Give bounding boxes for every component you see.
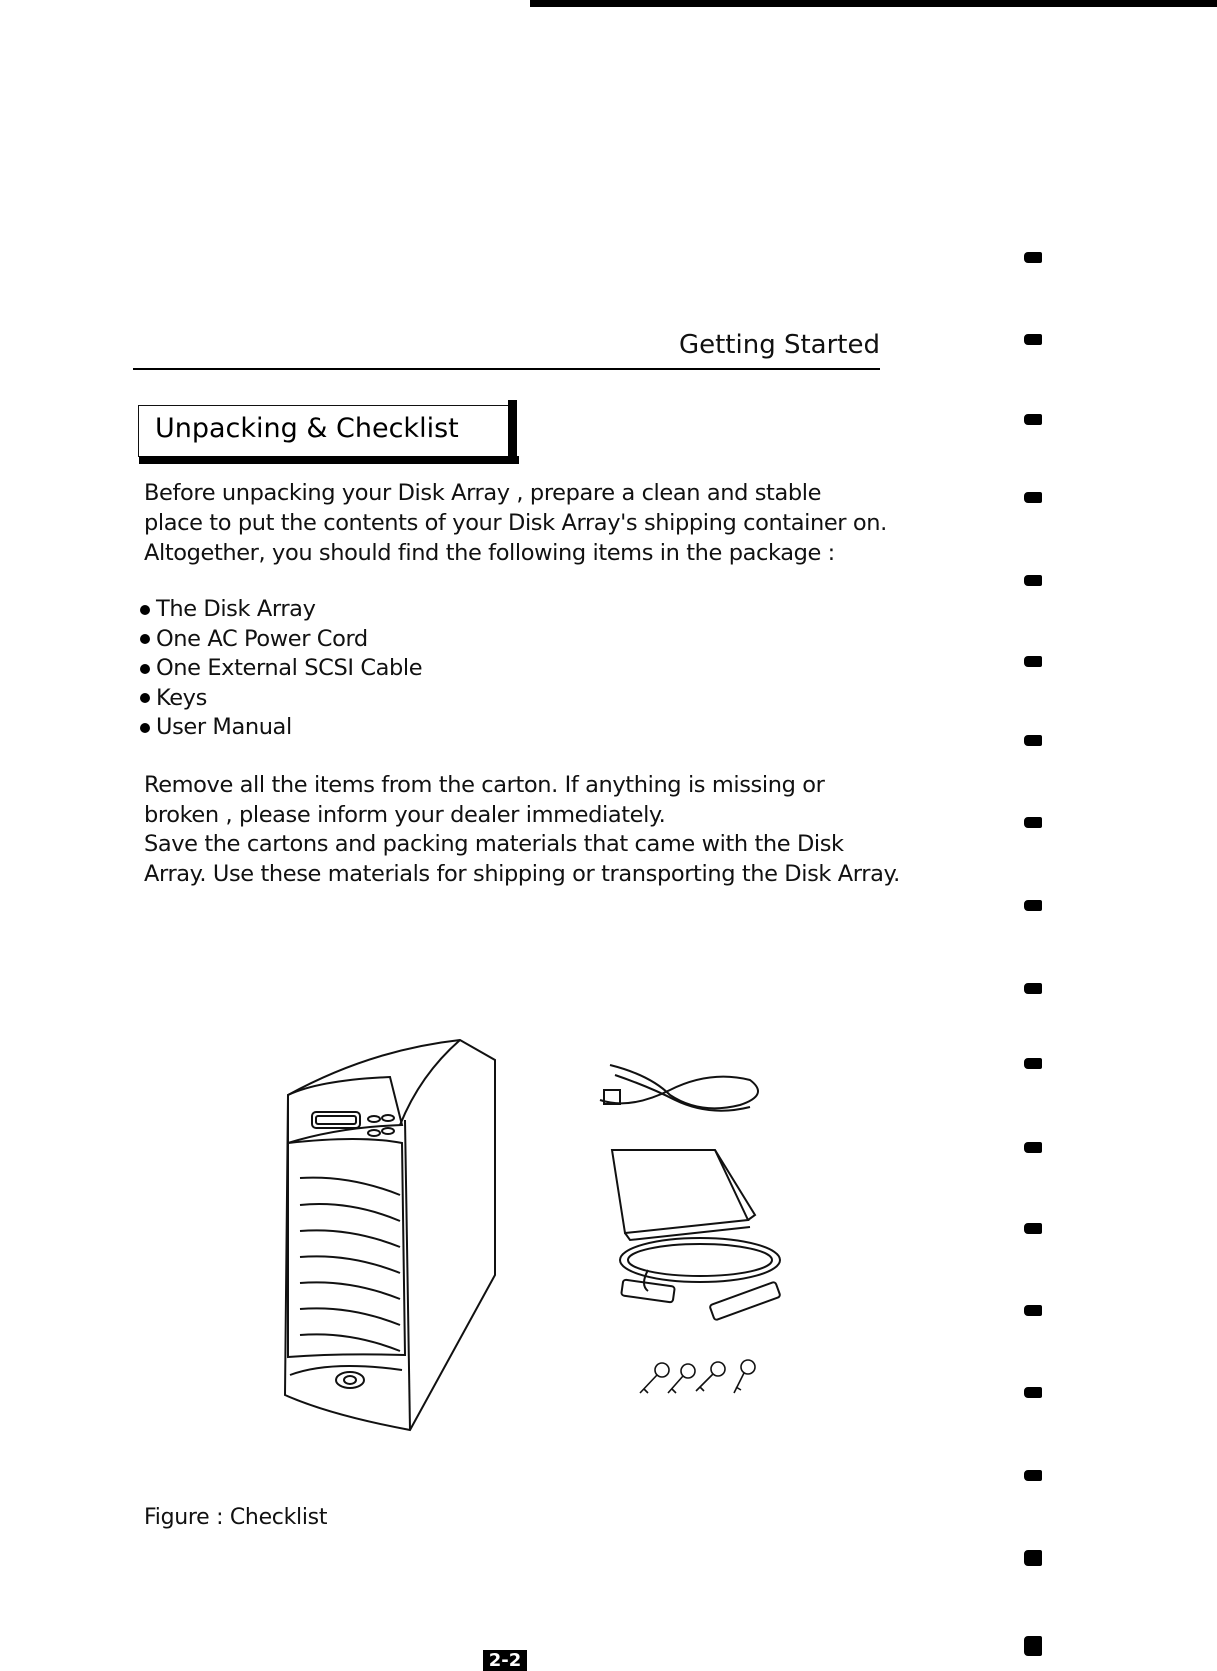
- bullet-icon: [140, 693, 150, 703]
- binding-edge-marks: [1020, 0, 1060, 1671]
- chapter-header: Getting Started: [678, 330, 880, 360]
- scsi-cable-illustration: [620, 1238, 781, 1320]
- edge-mark: [1024, 900, 1042, 911]
- bullet-icon: [140, 634, 150, 644]
- top-edge-rule: [530, 0, 1217, 7]
- disk-array-illustration: [285, 1040, 495, 1430]
- edge-mark: [1024, 817, 1042, 828]
- header-rule: [133, 368, 880, 370]
- intro-line: place to put the contents of your Disk Array's shipping container on.: [144, 510, 887, 536]
- list-item-label: Keys: [156, 684, 207, 711]
- edge-mark: [1024, 1387, 1042, 1398]
- edge-mark: [1024, 1305, 1042, 1316]
- figure-caption: Figure : Checklist: [144, 1505, 328, 1530]
- list-item-label: One External SCSI Cable: [156, 655, 423, 681]
- edge-mark: [1024, 1636, 1042, 1656]
- edge-mark: [1024, 414, 1042, 425]
- keys-illustration: [640, 1360, 755, 1393]
- edge-mark: [1024, 1470, 1042, 1481]
- edge-mark: [1024, 492, 1042, 503]
- list-item-label: User Manual: [156, 714, 292, 740]
- list-item: [140, 684, 422, 714]
- heading-shadow: [139, 456, 519, 464]
- edge-mark: [1024, 575, 1042, 586]
- heading-shadow: [508, 400, 517, 460]
- bullet-icon: [140, 723, 150, 733]
- bullet-icon: [140, 605, 150, 615]
- intro-line: Altogether, you should find the following items in the package :: [144, 540, 835, 566]
- list-item: [140, 713, 422, 743]
- list-item: [140, 595, 422, 625]
- notes-line: broken , please inform your dealer immediately.: [144, 801, 666, 828]
- package-checklist: [140, 595, 422, 743]
- edge-mark: [1024, 735, 1042, 746]
- list-item-label: One AC Power Cord: [156, 625, 368, 652]
- edge-mark: [1024, 1142, 1042, 1153]
- edge-mark: [1024, 983, 1042, 994]
- notes-line: Save the cartons and packing materials that came with the Disk: [144, 831, 844, 857]
- section-heading-box: [138, 405, 510, 457]
- list-item: [140, 654, 422, 684]
- intro-paragraph: [144, 478, 904, 568]
- power-cord-illustration: [600, 1065, 758, 1111]
- section-heading: Unpacking & Checklist: [155, 413, 459, 444]
- edge-mark: [1024, 334, 1042, 345]
- bullet-icon: [140, 664, 150, 674]
- notes-line: Remove all the items from the carton. If anything is missing or: [144, 772, 825, 798]
- notes-line: Array. Use these materials for shipping or transporting the Disk Array.: [144, 860, 900, 887]
- list-item-label: The Disk Array: [156, 596, 316, 622]
- page-number: 2-2: [483, 1650, 527, 1671]
- edge-mark: [1024, 252, 1042, 263]
- edge-mark: [1024, 656, 1042, 667]
- user-manual-illustration: [612, 1150, 755, 1240]
- edge-mark: [1024, 1223, 1042, 1234]
- list-item: [140, 625, 422, 655]
- intro-line: Before unpacking your Disk Array , prepare a clean and stable: [144, 480, 822, 506]
- edge-mark: [1024, 1058, 1042, 1069]
- notes-paragraph: [144, 771, 904, 889]
- checklist-figure: [270, 1035, 790, 1435]
- edge-mark: [1024, 1550, 1042, 1566]
